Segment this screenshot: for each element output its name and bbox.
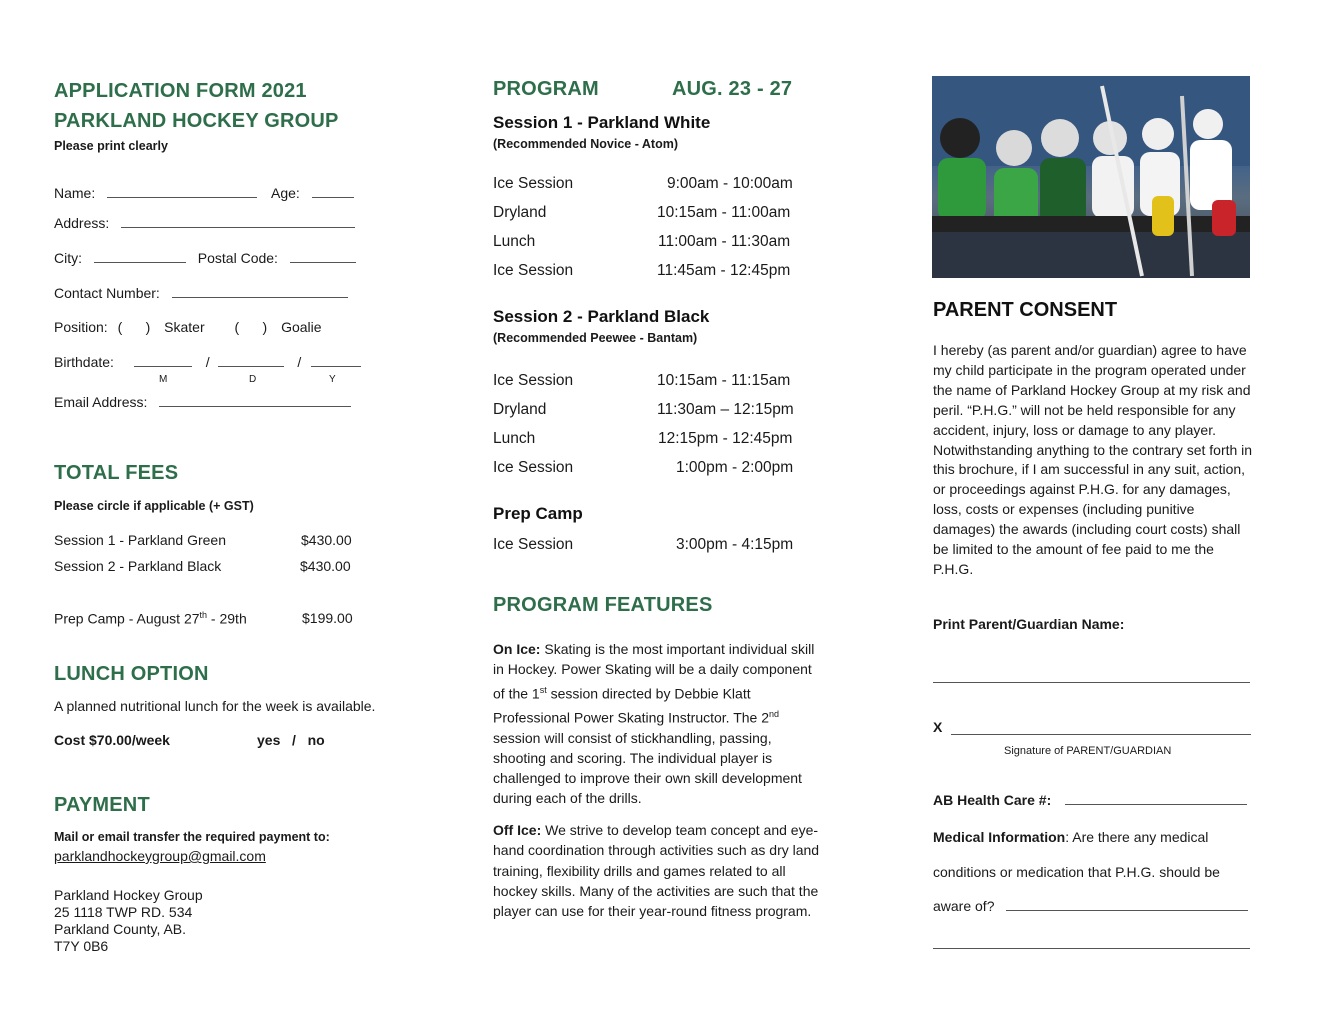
address-line-1: Parkland Hockey Group — [54, 887, 203, 903]
birth-year-field[interactable] — [311, 354, 361, 367]
parent-consent-title: PARENT CONSENT — [933, 299, 1118, 321]
signature-x-mark: X — [933, 719, 943, 735]
email-field[interactable] — [159, 394, 351, 407]
position-row — [54, 319, 322, 335]
birthdate-label: Birthdate: — [54, 354, 114, 370]
health-care-row — [933, 792, 1247, 808]
payment-email-link[interactable]: parklandhockeygroup@gmail.com — [54, 848, 266, 864]
contact-field[interactable] — [172, 285, 348, 298]
signature-caption: Signature of PARENT/GUARDIAN — [1004, 745, 1172, 757]
session2-note: (Recommended Peewee - Bantam) — [493, 331, 698, 345]
session2-title: Session 2 - Parkland Black — [493, 307, 710, 326]
birth-day-caption: D — [249, 374, 257, 385]
session1-note: (Recommended Novice - Atom) — [493, 137, 678, 151]
on-ice-paragraph: On Ice: Skating is the most important individual skill in Hockey. Power Skating will be a daily component of the 1st session directed by Debbie Klatt Professional Power Skating Instructor. The 2nd session will consist of stickhandling, passing, shooting and scoring. The individual player is challenged to improve their own skill development during each of the drills. — [493, 641, 815, 807]
fee-prep-price: $199.00 — [302, 610, 353, 626]
prep-camp-activity: Ice Session — [493, 536, 574, 553]
payment-title: PAYMENT — [54, 794, 150, 816]
medical-info-field[interactable] — [1006, 898, 1248, 911]
lunch-cost: Cost $70.00/week — [54, 732, 170, 748]
birth-month-field[interactable] — [134, 354, 192, 367]
schedule-activity: Ice Session — [493, 175, 574, 192]
schedule-activity: Dryland — [493, 204, 547, 221]
address-line-4: T7Y 0B6 — [54, 938, 109, 954]
address-field[interactable] — [121, 215, 355, 228]
print-name-field[interactable] — [933, 670, 1250, 683]
email-label: Email Address: — [54, 394, 148, 410]
goalie-label: Goalie — [281, 319, 322, 335]
skater-checkbox[interactable]: ( ) — [117, 319, 151, 335]
fee-session2-label: Session 2 - Parkland Black — [54, 558, 222, 574]
postal-label: Postal Code: — [197, 250, 278, 266]
schedule-activity: Lunch — [493, 430, 536, 447]
schedule-time: 11:30am – 12:15pm — [657, 401, 794, 418]
payment-note: Mail or email transfer the required payment to: — [54, 830, 330, 844]
birth-month-caption: M — [159, 374, 168, 385]
birthdate-row: Birthdate: / / — [54, 354, 361, 370]
age-label: Age: — [271, 185, 300, 201]
hockey-team-photo — [932, 76, 1250, 278]
prep-camp-time: 3:00pm - 4:15pm — [676, 536, 794, 553]
total-fees-title: TOTAL FEES — [54, 462, 179, 484]
signature-field[interactable] — [951, 722, 1251, 735]
hockey-players-illustration — [932, 76, 1250, 278]
aware-label: aware of? — [933, 898, 995, 914]
address-line-3: Parkland County, AB. — [54, 921, 187, 937]
city-row — [54, 250, 356, 266]
schedule-time: 12:15pm - 12:45pm — [658, 430, 793, 447]
contact-row — [54, 285, 348, 301]
postal-field[interactable] — [290, 250, 356, 263]
session1-title: Session 1 - Parkland White — [493, 113, 711, 132]
program-dates: AUG. 23 - 27 — [672, 78, 793, 100]
schedule-time: 11:00am - 11:30am — [658, 233, 791, 250]
fee-session2-price: $430.00 — [300, 558, 351, 574]
skater-label: Skater — [164, 319, 205, 335]
name-row — [54, 185, 354, 201]
address-line-2: 25 1118 TWP RD. 534 — [54, 904, 193, 920]
fees-note: Please circle if applicable (+ GST) — [54, 499, 254, 513]
print-clearly-note: Please print clearly — [54, 139, 168, 153]
fee-prep-label: Prep Camp - August 27th - 29th — [54, 610, 247, 627]
medical-info-line2: conditions or medication that P.H.G. should be — [933, 864, 1220, 880]
city-field[interactable] — [94, 250, 186, 263]
contact-label: Contact Number: — [54, 285, 160, 301]
prep-camp-title: Prep Camp — [493, 504, 583, 523]
goalie-checkbox[interactable]: ( ) — [234, 319, 268, 335]
schedule-activity: Ice Session — [493, 459, 574, 476]
lunch-description: A planned nutritional lunch for the week is available. — [54, 698, 376, 714]
schedule-activity: Lunch — [493, 233, 536, 250]
address-row — [54, 215, 355, 231]
health-care-label: AB Health Care #: — [933, 792, 1052, 808]
health-care-field[interactable] — [1065, 792, 1247, 805]
name-label: Name: — [54, 185, 96, 201]
print-name-label: Print Parent/Guardian Name: — [933, 616, 1125, 632]
schedule-time: 10:15am - 11:15am — [657, 372, 791, 389]
lunch-option-title: LUNCH OPTION — [54, 663, 209, 685]
birth-year-caption: Y — [329, 374, 336, 385]
off-ice-paragraph: Off Ice: We strive to develop team concept and eye-hand coordination through activities such as dry land training, flexibility drills and games related to all hockey skills. Many of the activities are such that the player can use for their year-round fitness program. — [493, 822, 820, 920]
schedule-time: 1:00pm - 2:00pm — [676, 459, 794, 476]
email-row — [54, 394, 351, 410]
address-label: Address: — [54, 215, 110, 231]
program-features-title: PROGRAM FEATURES — [493, 594, 713, 616]
city-label: City: — [54, 250, 82, 266]
schedule-time: 10:15am - 11:00am — [657, 204, 791, 221]
group-title: PARKLAND HOCKEY GROUP — [54, 110, 339, 132]
fee-session1-price: $430.00 — [301, 532, 352, 548]
position-label: Position: — [54, 319, 108, 335]
medical-info-line3 — [933, 898, 1248, 914]
schedule-time: 11:45am - 12:45pm — [657, 262, 791, 279]
consent-paragraph: I hereby (as parent and/or guardian) agree to have my child participate in the program operated under the name of Parkland Hockey Group at my risk and peril. “P.H.G.” will not be held responsible for any accident, injury, loss or damage to any player. Notwithstanding anything to the contrary set forth in this brochure, if I am successful in any suit, action, or proceedings against P.H.G. for any damages, loss, costs or expenses (including punitive damages) the awards (including court costs) shall be limited to the amount of fee paid to me the P.H.G. — [933, 342, 1253, 577]
schedule-time: 9:00am - 10:00am — [667, 175, 793, 192]
fee-session1-label: Session 1 - Parkland Green — [54, 532, 226, 548]
form-title: APPLICATION FORM 2021 — [54, 80, 307, 102]
age-field[interactable] — [312, 185, 354, 198]
schedule-activity: Ice Session — [493, 372, 574, 389]
birth-day-field[interactable] — [218, 354, 284, 367]
medical-info-line1: Medical Information: Are there any medical — [933, 829, 1209, 845]
medical-info-field-2[interactable] — [933, 936, 1250, 949]
schedule-activity: Dryland — [493, 401, 547, 418]
program-title: PROGRAM — [493, 78, 599, 100]
lunch-yes-no[interactable]: yes / no — [257, 732, 325, 748]
name-field[interactable] — [107, 185, 257, 198]
schedule-activity: Ice Session — [493, 262, 574, 279]
